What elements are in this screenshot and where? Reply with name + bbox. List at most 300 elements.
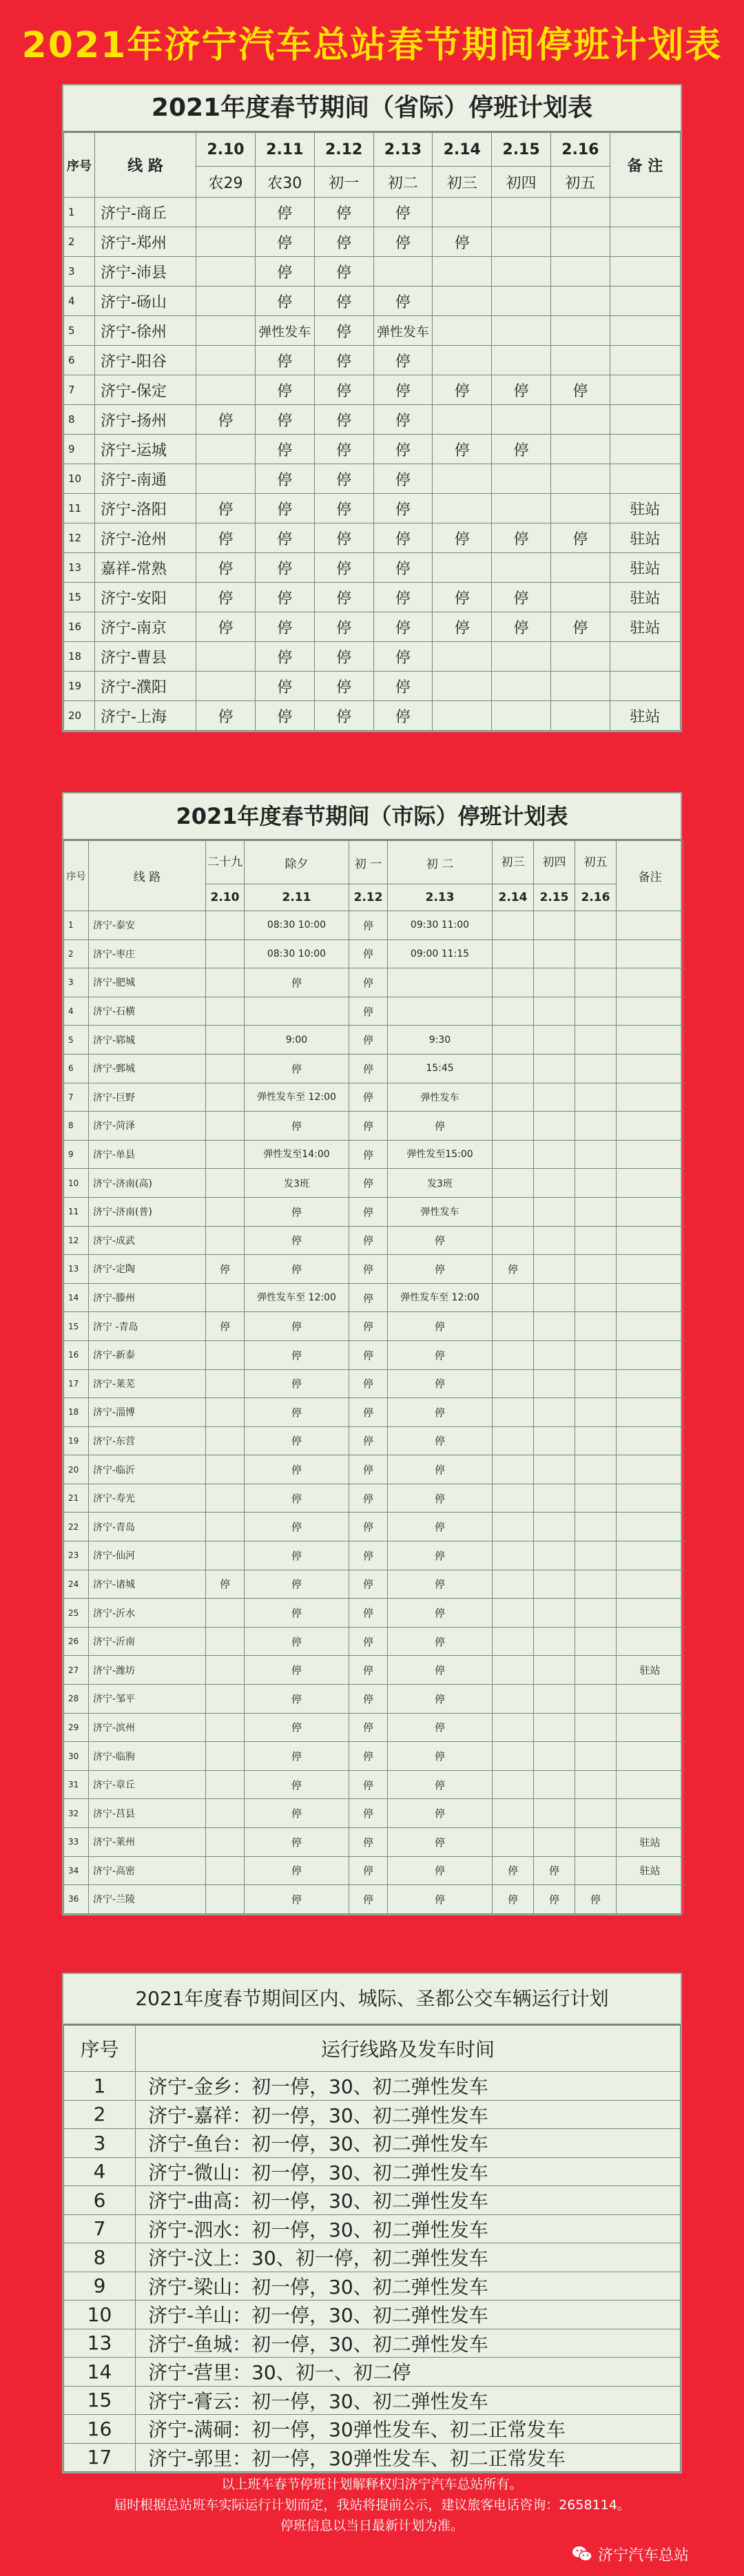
route-name: 济宁 -青岛	[89, 1312, 206, 1341]
status-cell	[575, 1140, 617, 1169]
status-cell	[534, 1484, 575, 1513]
status-cell	[492, 287, 551, 316]
status-cell	[575, 1685, 617, 1714]
route-name: 济宁-保定	[94, 375, 196, 405]
note-cell	[617, 911, 684, 940]
status-cell: 弹性发车至 12:00	[245, 1083, 349, 1112]
status-cell: 停	[349, 911, 388, 940]
route-name: 济宁-单县	[89, 1140, 206, 1169]
note-cell: 驻站	[617, 1656, 684, 1685]
table-row	[64, 435, 681, 464]
status-cell	[575, 1599, 617, 1628]
row-index: 2	[64, 227, 95, 257]
row-index: 5	[64, 1026, 89, 1055]
header-lunar: 初 一	[349, 841, 388, 884]
note-cell	[617, 1426, 684, 1455]
route-name: 济宁-沂南	[89, 1627, 206, 1656]
status-cell: 停	[245, 1856, 349, 1885]
status-cell: 停	[255, 198, 314, 227]
status-cell: 停	[245, 1599, 349, 1628]
header-date: 2.13	[388, 884, 493, 911]
status-cell	[534, 1312, 575, 1341]
route-name: 济宁-仙河	[89, 1541, 206, 1570]
table-row	[64, 2157, 681, 2186]
header-date: 2.13	[373, 133, 433, 167]
route-name: 济宁-南京	[94, 612, 196, 642]
status-cell: 停	[255, 346, 314, 375]
row-index: 18	[64, 642, 95, 672]
status-cell	[534, 1570, 575, 1599]
route-name: 嘉祥-常熟	[94, 553, 196, 583]
note-cell	[617, 1742, 684, 1771]
status-cell: 停	[349, 1484, 388, 1513]
row-index: 26	[64, 1627, 89, 1656]
status-cell: 停	[433, 612, 492, 642]
status-cell	[433, 198, 492, 227]
status-cell: 停	[349, 1685, 388, 1714]
route-name: 济宁-南通	[94, 464, 196, 494]
table-row	[64, 2072, 681, 2101]
status-cell	[575, 1112, 617, 1141]
table-row	[64, 2415, 681, 2444]
provincial-table-title: 2021年度春节期间（省际）停班计划表	[63, 85, 681, 132]
status-cell	[534, 1541, 575, 1570]
status-cell	[534, 1713, 575, 1742]
status-cell	[245, 997, 349, 1026]
status-cell	[206, 1484, 245, 1513]
footer-notice	[62, 2474, 682, 2536]
status-cell: 停	[314, 553, 373, 583]
note-cell	[617, 1541, 684, 1570]
status-cell	[206, 997, 245, 1026]
status-cell: 停	[314, 375, 373, 405]
header-row	[64, 2026, 681, 2072]
row-index: 28	[64, 1685, 89, 1714]
route-name: 济宁-莒县	[89, 1799, 206, 1828]
status-cell	[493, 997, 534, 1026]
table-row	[64, 346, 681, 375]
row-index: 9	[64, 1140, 89, 1169]
status-cell: 停	[433, 523, 492, 553]
note-cell	[617, 1599, 684, 1628]
header-date: 2.14	[433, 133, 492, 167]
status-cell	[493, 1627, 534, 1656]
route-name: 济宁-临朐	[89, 1742, 206, 1771]
status-cell: 停	[373, 672, 433, 701]
status-cell: 停	[245, 1455, 349, 1484]
route-name: 济宁-阳谷	[94, 346, 196, 375]
status-cell: 停	[349, 1713, 388, 1742]
table-row	[64, 405, 681, 435]
status-cell	[196, 257, 256, 287]
status-cell: 停	[255, 435, 314, 464]
status-cell	[575, 1742, 617, 1771]
header-date: 2.12	[349, 884, 388, 911]
route-name: 济宁-巨野	[89, 1083, 206, 1112]
status-cell: 停	[388, 1226, 493, 1255]
status-cell	[433, 672, 492, 701]
row-index: 11	[64, 494, 95, 523]
municipal-table-title: 2021年度春节期间（市际）停班计划表	[63, 793, 681, 840]
table-row	[64, 1742, 684, 1771]
note-cell: 驻站	[617, 1828, 684, 1857]
status-cell: 停	[245, 1340, 349, 1369]
row-index: 23	[64, 1541, 89, 1570]
status-cell: 停	[245, 1197, 349, 1226]
status-cell	[433, 257, 492, 287]
row-index: 16	[64, 1340, 89, 1369]
status-cell	[433, 316, 492, 346]
note-cell	[617, 1112, 684, 1141]
note-cell	[617, 1398, 684, 1427]
status-cell	[575, 1513, 617, 1541]
status-cell	[575, 911, 617, 940]
header-date: 2.15	[492, 133, 551, 167]
table-row	[64, 2329, 681, 2358]
status-cell: 停	[245, 1112, 349, 1141]
route-name: 济宁-高密	[89, 1856, 206, 1885]
status-cell: 停	[255, 583, 314, 612]
status-cell	[550, 287, 610, 316]
status-cell	[575, 1426, 617, 1455]
status-cell	[575, 1340, 617, 1369]
status-cell	[550, 464, 610, 494]
status-cell	[550, 494, 610, 523]
status-cell	[493, 1169, 534, 1198]
route-schedule: 济宁-汶上：30、初一停，初二弹性发车	[136, 2243, 681, 2272]
status-cell	[493, 968, 534, 997]
row-index: 16	[64, 2415, 136, 2444]
note-cell	[610, 287, 680, 316]
row-index: 2	[64, 939, 89, 968]
status-cell	[550, 435, 610, 464]
status-cell	[493, 1742, 534, 1771]
table-row	[64, 1885, 684, 1914]
table-row	[64, 1799, 684, 1828]
note-cell	[610, 316, 680, 346]
route-name: 济宁-曹县	[94, 642, 196, 672]
status-cell	[534, 1169, 575, 1198]
note-cell	[617, 1484, 684, 1513]
status-cell: 停	[349, 968, 388, 997]
status-cell	[196, 672, 256, 701]
note-cell: 驻站	[610, 701, 680, 731]
header-route: 运行线路及发车时间	[136, 2026, 681, 2072]
route-name: 济宁-临沂	[89, 1455, 206, 1484]
status-cell	[534, 1112, 575, 1141]
status-cell: 停	[388, 1685, 493, 1714]
status-cell: 停	[349, 1599, 388, 1628]
status-cell	[493, 1770, 534, 1799]
status-cell: 停	[388, 1885, 493, 1914]
route-name: 济宁-成武	[89, 1226, 206, 1255]
row-index: 32	[64, 1799, 89, 1828]
note-cell	[617, 1026, 684, 1055]
intercity-municipal-table	[62, 792, 682, 1915]
status-cell: 停	[373, 435, 433, 464]
bus-operation-table	[62, 1973, 682, 2473]
status-cell	[493, 1455, 534, 1484]
status-cell	[206, 1541, 245, 1570]
status-cell	[550, 346, 610, 375]
departure-times: 09:30 11:00	[388, 911, 493, 940]
note-cell	[617, 1570, 684, 1599]
status-cell: 停	[349, 1026, 388, 1055]
status-cell: 停	[493, 1255, 534, 1284]
status-cell: 停	[575, 1885, 617, 1914]
status-cell	[206, 1083, 245, 1112]
row-index: 1	[64, 2072, 136, 2101]
status-cell	[492, 227, 551, 257]
row-index: 31	[64, 1770, 89, 1799]
status-cell: 停	[388, 1856, 493, 1885]
status-cell	[575, 1169, 617, 1198]
row-index: 4	[64, 2157, 136, 2186]
status-cell: 停	[349, 1570, 388, 1599]
status-cell: 停	[388, 1570, 493, 1599]
status-cell	[534, 1054, 575, 1083]
row-index: 13	[64, 553, 95, 583]
status-cell	[534, 939, 575, 968]
status-cell: 弹性发车至 12:00	[245, 1283, 349, 1312]
status-cell: 9:30	[388, 1026, 493, 1055]
status-cell	[575, 939, 617, 968]
status-cell: 停	[433, 583, 492, 612]
row-index: 3	[64, 257, 95, 287]
status-cell	[493, 1140, 534, 1169]
row-index: 20	[64, 1455, 89, 1484]
header-index: 序号	[64, 133, 95, 198]
status-cell: 停	[206, 1312, 245, 1341]
status-cell	[575, 1083, 617, 1112]
status-cell	[550, 583, 610, 612]
table-row	[64, 2300, 681, 2329]
status-cell	[575, 1484, 617, 1513]
status-cell	[206, 1742, 245, 1771]
status-cell	[196, 375, 256, 405]
header-note: 备 注	[610, 133, 680, 198]
status-cell: 停	[255, 405, 314, 435]
status-cell	[550, 257, 610, 287]
route-schedule: 济宁-曲高：初一停，30、初二弹性发车	[136, 2186, 681, 2215]
table-row	[64, 1656, 684, 1685]
route-schedule: 济宁-微山：初一停，30、初二弹性发车	[136, 2157, 681, 2186]
header-index: 序号	[64, 2026, 136, 2072]
status-cell	[206, 1112, 245, 1141]
status-cell	[575, 1656, 617, 1685]
status-cell	[433, 553, 492, 583]
status-cell: 停	[373, 494, 433, 523]
header-lunar: 初三	[433, 167, 492, 198]
row-index: 18	[64, 1398, 89, 1427]
status-cell: 停	[196, 405, 256, 435]
status-cell: 停	[492, 523, 551, 553]
table-row	[64, 2129, 681, 2158]
status-cell: 停	[206, 1255, 245, 1284]
table-row	[64, 1340, 684, 1369]
status-cell	[373, 257, 433, 287]
route-name: 济宁-滨州	[89, 1713, 206, 1742]
status-cell: 停	[388, 1799, 493, 1828]
status-cell: 停	[373, 642, 433, 672]
table-row	[64, 2243, 681, 2272]
status-cell	[492, 257, 551, 287]
status-cell	[206, 1026, 245, 1055]
header-lunar: 初五	[575, 841, 617, 884]
row-index: 33	[64, 1828, 89, 1857]
row-index: 17	[64, 1369, 89, 1398]
status-cell: 停	[388, 1112, 493, 1141]
status-cell: 停	[255, 612, 314, 642]
status-cell	[492, 346, 551, 375]
table-row	[64, 1713, 684, 1742]
status-cell	[493, 1599, 534, 1628]
status-cell	[534, 1599, 575, 1628]
note-cell	[617, 1685, 684, 1714]
note-cell	[610, 375, 680, 405]
header-lunar: 初四	[534, 841, 575, 884]
status-cell: 停	[245, 1255, 349, 1284]
status-cell	[492, 198, 551, 227]
status-cell: 停	[349, 1312, 388, 1341]
status-cell	[433, 494, 492, 523]
status-cell: 停	[245, 1685, 349, 1714]
status-cell: 停	[314, 672, 373, 701]
status-cell: 停	[349, 1140, 388, 1169]
status-cell	[206, 968, 245, 997]
status-cell: 停	[245, 1742, 349, 1771]
row-index: 1	[64, 198, 95, 227]
header-lunar: 初三	[493, 841, 534, 884]
status-cell	[433, 701, 492, 731]
status-cell	[206, 1828, 245, 1857]
table-row	[64, 701, 681, 731]
status-cell	[575, 1026, 617, 1055]
note-cell	[617, 1083, 684, 1112]
header-lunar: 农29	[196, 167, 256, 198]
row-index: 8	[64, 1112, 89, 1141]
table-row	[64, 494, 681, 523]
row-index: 7	[64, 375, 95, 405]
status-cell	[575, 1312, 617, 1341]
status-cell: 停	[388, 1398, 493, 1427]
status-cell: 停	[314, 523, 373, 553]
status-cell	[433, 642, 492, 672]
status-cell: 停	[255, 642, 314, 672]
status-cell	[492, 642, 551, 672]
status-cell: 停	[349, 1455, 388, 1484]
note-cell: 驻站	[610, 612, 680, 642]
status-cell	[206, 1599, 245, 1628]
status-cell: 停	[433, 435, 492, 464]
status-cell: 停	[314, 257, 373, 287]
header-lunar: 农30	[255, 167, 314, 198]
status-cell	[575, 1197, 617, 1226]
status-cell: 停	[373, 583, 433, 612]
status-cell	[196, 346, 256, 375]
row-index: 7	[64, 2214, 136, 2243]
row-index: 30	[64, 1742, 89, 1771]
status-cell: 停	[245, 1226, 349, 1255]
note-cell	[617, 968, 684, 997]
status-cell: 停	[245, 1885, 349, 1914]
header-lunar: 初五	[550, 167, 610, 198]
status-cell	[196, 464, 256, 494]
row-index: 2	[64, 2100, 136, 2129]
table-row	[64, 1484, 684, 1513]
status-cell	[493, 1226, 534, 1255]
row-index: 6	[64, 346, 95, 375]
status-cell: 停	[349, 1541, 388, 1570]
table-row	[64, 1398, 684, 1427]
status-cell	[575, 1799, 617, 1828]
note-cell	[617, 1169, 684, 1198]
status-cell: 停	[314, 227, 373, 257]
status-cell: 停	[349, 1255, 388, 1284]
row-index: 14	[64, 1283, 89, 1312]
status-cell: 弹性发车	[255, 316, 314, 346]
status-cell	[575, 1570, 617, 1599]
status-cell	[388, 997, 493, 1026]
row-index: 7	[64, 1083, 89, 1112]
status-cell: 停	[492, 583, 551, 612]
header-date: 2.11	[245, 884, 349, 911]
status-cell	[493, 1828, 534, 1857]
route-name: 济宁-诸城	[89, 1570, 206, 1599]
status-cell	[534, 1083, 575, 1112]
status-cell	[575, 1226, 617, 1255]
status-cell	[493, 1513, 534, 1541]
route-name: 济宁-兰陵	[89, 1885, 206, 1914]
status-cell	[206, 1340, 245, 1369]
route-name: 济宁-郓城	[89, 1026, 206, 1055]
status-cell	[534, 1426, 575, 1455]
header-lunar: 初四	[492, 167, 551, 198]
status-cell: 停	[245, 1398, 349, 1427]
status-cell	[206, 1140, 245, 1169]
row-index: 19	[64, 672, 95, 701]
status-cell	[206, 1369, 245, 1398]
status-cell: 停	[349, 1340, 388, 1369]
status-cell	[550, 672, 610, 701]
status-cell: 停	[196, 583, 256, 612]
status-cell	[493, 1312, 534, 1341]
status-cell: 停	[388, 1541, 493, 1570]
route-name: 济宁-徐州	[94, 316, 196, 346]
status-cell: 停	[373, 346, 433, 375]
status-cell	[206, 1455, 245, 1484]
status-cell: 停	[349, 1627, 388, 1656]
status-cell: 停	[255, 672, 314, 701]
header-route: 线 路	[89, 841, 206, 911]
status-cell: 停	[349, 1799, 388, 1828]
status-cell: 停	[245, 1656, 349, 1685]
status-cell: 停	[255, 257, 314, 287]
status-cell	[206, 1169, 245, 1198]
status-cell	[534, 1685, 575, 1714]
table-row	[64, 1312, 684, 1341]
status-cell	[534, 1799, 575, 1828]
table-row	[64, 612, 681, 642]
table-row	[64, 1083, 684, 1112]
status-cell	[493, 1656, 534, 1685]
status-cell: 停	[349, 1083, 388, 1112]
status-cell: 停	[196, 494, 256, 523]
row-index: 13	[64, 2329, 136, 2358]
status-cell: 停	[314, 583, 373, 612]
status-cell	[534, 1026, 575, 1055]
status-cell	[493, 1340, 534, 1369]
